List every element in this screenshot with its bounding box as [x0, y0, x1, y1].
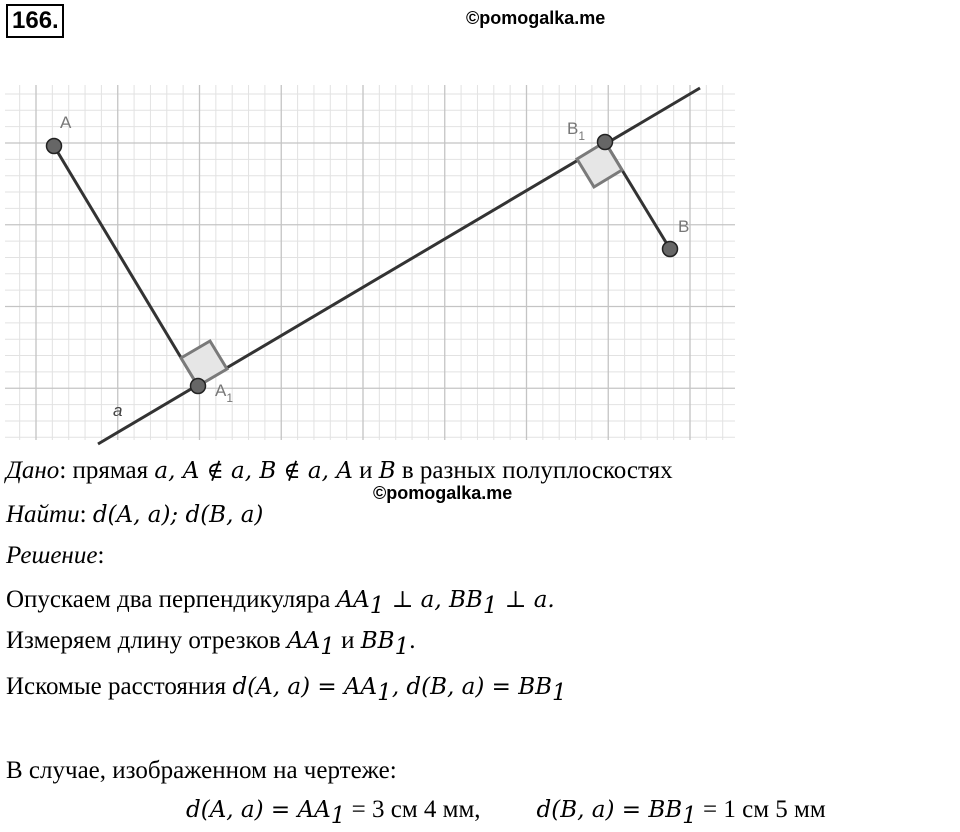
case-line: В случае, изображенном на чертеже: [6, 757, 397, 784]
segment-AA1 [54, 146, 198, 386]
point-B1 [598, 135, 613, 150]
label-A: A [60, 113, 72, 132]
label-line-a: a [113, 401, 123, 420]
solution-heading: Решение: [6, 542, 105, 569]
problem-number: 166. [6, 4, 64, 38]
step-distances: Искомые расстояния d(A, $a) = AA_1$, d(B, $a) = BB_1$ [6, 673, 567, 706]
find-line: Найти: d(A, a); d(B, a) [6, 501, 264, 528]
point-B [663, 242, 678, 257]
geometry-figure [0, 80, 740, 450]
step-perpendiculars: Опускаем два перпендикуляра $AA_1$ ⊥ a, $BB_1$ ⊥ a. [6, 586, 555, 619]
grid-major [5, 85, 735, 440]
watermark-middle: ©pomogalka.me [373, 483, 513, 503]
label-B: B [678, 217, 690, 236]
label-A1: $A_1$ [215, 381, 234, 405]
label-B1: $B_1$ [567, 119, 586, 143]
right-angle-mark-B1 [577, 142, 622, 187]
watermark-top: ©pomogalka.me [466, 8, 606, 28]
step-measure: Измеряем длину отрезков $AA_1$ и $BB_1$. [6, 627, 416, 660]
answer-line: d(A, $a) = AA_1 = 3$ см 4 мм, d(B, $a) = BB_1 = 1$ см 5 мм [186, 796, 826, 829]
point-A [47, 139, 62, 154]
grid-minor [5, 85, 735, 440]
point-A1 [191, 379, 206, 394]
right-angle-mark-A1 [181, 341, 227, 386]
given-line: Дано: прямая a, A ∉ a, B ∉ a, A и B в разных полуплоскостях [6, 457, 673, 484]
